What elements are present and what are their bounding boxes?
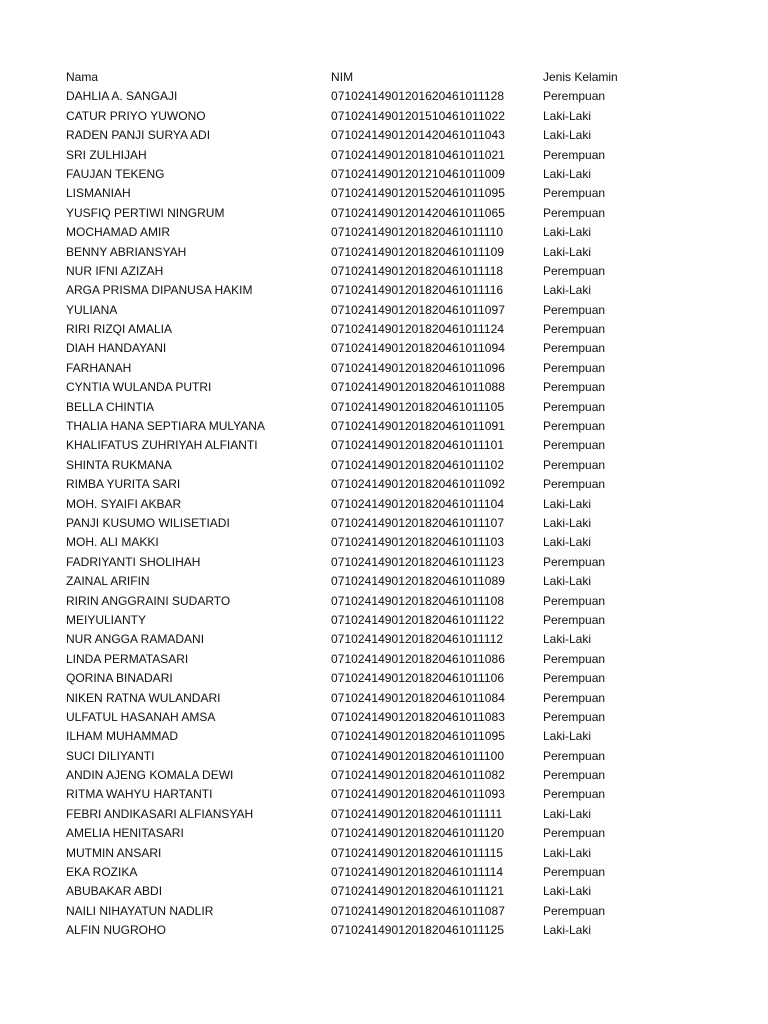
cell-nim: 07102414901201820461011089 — [331, 574, 505, 589]
cell-jenis-kelamin: Laki-Laki — [543, 496, 592, 511]
header-jenis-kelamin: Jenis Kelamin — [543, 70, 618, 84]
cell-nama: BENNY ABRIANSYAH — [66, 244, 187, 259]
cell-nim: 07102414901201820461011102 — [331, 457, 505, 472]
cell-jenis-kelamin: Perempuan — [543, 302, 606, 317]
table-row — [66, 824, 726, 843]
cell-nim: 07102414901201820461011109 — [331, 244, 505, 259]
cell-jenis-kelamin: Perempuan — [543, 360, 606, 375]
table-row — [66, 339, 726, 358]
cell-jenis-kelamin: Perempuan — [543, 690, 606, 705]
cell-nama: PANJI KUSUMO WILISETIADI — [66, 515, 230, 530]
cell-nim: 07102414901201820461011122 — [331, 612, 505, 627]
cell-nim: 07102414901201820461011125 — [331, 923, 505, 938]
cell-nim: 07102414901201820461011110 — [331, 225, 504, 240]
cell-jenis-kelamin: Perempuan — [543, 477, 606, 492]
table-row — [66, 747, 726, 766]
cell-nim: 07102414901201820461011124 — [331, 322, 505, 337]
cell-jenis-kelamin: Perempuan — [543, 554, 606, 569]
cell-nama: RIRIN ANGGRAINI SUDARTO — [66, 593, 231, 608]
cell-nama: NUR ANGGA RAMADANI — [66, 632, 205, 647]
table-row — [66, 378, 726, 397]
cell-nama: MEIYULIANTY — [66, 612, 147, 627]
cell-jenis-kelamin: Perempuan — [543, 147, 606, 162]
table-body — [66, 87, 726, 940]
cell-nama: ZAINAL ARIFIN — [66, 574, 150, 589]
cell-jenis-kelamin: Perempuan — [543, 709, 606, 724]
cell-nama: DIAH HANDAYANI — [66, 341, 167, 356]
table-row — [66, 262, 726, 281]
table-row — [66, 611, 726, 630]
cell-nim: 07102414901201820461011116 — [331, 283, 504, 298]
cell-nim: 07102414901201820461011112 — [331, 632, 504, 647]
table-row — [66, 921, 726, 940]
cell-nim: 07102414901201510461011022 — [331, 108, 505, 123]
cell-nama: YUSFIQ PERTIWI NINGRUM — [66, 205, 225, 220]
cell-jenis-kelamin: Perempuan — [543, 593, 606, 608]
table-row — [66, 398, 726, 417]
cell-jenis-kelamin: Perempuan — [543, 768, 606, 783]
cell-nim: 07102414901201820461011092 — [331, 477, 505, 492]
cell-jenis-kelamin: Perempuan — [543, 826, 606, 841]
cell-nim: 07102414901201820461011114 — [331, 865, 504, 880]
cell-nama: KHALIFATUS ZUHRIYAH ALFIANTI — [66, 438, 258, 453]
table-row — [66, 844, 726, 863]
table-row — [66, 126, 726, 145]
cell-nama: ULFATUL HASANAH AMSA — [66, 709, 216, 724]
cell-nim: 07102414901201820461011118 — [331, 263, 504, 278]
table-row — [66, 417, 726, 436]
cell-jenis-kelamin: Perempuan — [543, 438, 606, 453]
table-row — [66, 727, 726, 746]
table-row — [66, 533, 726, 552]
cell-nim: 07102414901201820461011121 — [331, 884, 505, 899]
cell-nim: 07102414901201820461011084 — [331, 690, 505, 705]
cell-nama: CYNTIA WULANDA PUTRI — [66, 380, 212, 395]
cell-nama: RIMBA YURITA SARI — [66, 477, 181, 492]
table-row — [66, 630, 726, 649]
cell-jenis-kelamin: Perempuan — [543, 865, 606, 880]
cell-nama: FADRIYANTI SHOLIHAH — [66, 554, 201, 569]
cell-nama: LINDA PERMATASARI — [66, 651, 189, 666]
cell-jenis-kelamin: Perempuan — [543, 457, 606, 472]
cell-nim: 07102414901201820461011086 — [331, 651, 505, 666]
cell-jenis-kelamin: Perempuan — [543, 671, 606, 686]
cell-nama: NAILI NIHAYATUN NADLIR — [66, 903, 214, 918]
cell-nim: 07102414901201820461011087 — [331, 903, 505, 918]
cell-nama: DAHLIA A. SANGAJI — [66, 89, 178, 104]
table-row — [66, 863, 726, 882]
cell-jenis-kelamin: Perempuan — [543, 419, 606, 434]
cell-nama: ARGA PRISMA DIPANUSA HAKIM — [66, 283, 253, 298]
cell-jenis-kelamin: Laki-Laki — [543, 244, 592, 259]
cell-jenis-kelamin: Laki-Laki — [543, 923, 592, 938]
table-row — [66, 708, 726, 727]
cell-jenis-kelamin: Perempuan — [543, 341, 606, 356]
cell-nim: 07102414901201820461011091 — [331, 419, 505, 434]
cell-nim: 07102414901201520461011095 — [331, 186, 505, 201]
table-row — [66, 87, 726, 106]
cell-jenis-kelamin: Perempuan — [543, 612, 606, 627]
table-row — [66, 785, 726, 804]
cell-nim: 07102414901201820461011094 — [331, 341, 505, 356]
cell-nim: 07102414901201820461011105 — [331, 399, 505, 414]
cell-nim: 07102414901201420461011065 — [331, 205, 505, 220]
cell-nama: SRI ZULHIJAH — [66, 147, 147, 162]
table-row — [66, 456, 726, 475]
table-row — [66, 475, 726, 494]
table-row — [66, 882, 726, 901]
table-row — [66, 204, 726, 223]
header-nim: NIM — [331, 70, 354, 84]
cell-nama: FAUJAN TEKENG — [66, 166, 165, 181]
cell-nim: 07102414901201820461011101 — [331, 438, 505, 453]
cell-jenis-kelamin: Perempuan — [543, 903, 606, 918]
table-header-row — [66, 68, 726, 87]
cell-nama: RIRI RIZQI AMALIA — [66, 322, 173, 337]
cell-jenis-kelamin: Laki-Laki — [543, 729, 592, 744]
cell-nama: ALFIN NUGROHO — [66, 923, 167, 938]
table-row — [66, 436, 726, 455]
cell-nama: MOCHAMAD AMIR — [66, 225, 171, 240]
table-row — [66, 223, 726, 242]
cell-nama: RITMA WAHYU HARTANTI — [66, 787, 213, 802]
table-row — [66, 301, 726, 320]
cell-nama: NIKEN RATNA WULANDARI — [66, 690, 221, 705]
cell-jenis-kelamin: Perempuan — [543, 263, 606, 278]
cell-nim: 07102414901201820461011103 — [331, 535, 505, 550]
table-row — [66, 902, 726, 921]
cell-nim: 07102414901201820461011093 — [331, 787, 505, 802]
cell-nama: MOH. ALI MAKKI — [66, 535, 159, 550]
cell-nim: 07102414901201820461011120 — [331, 826, 505, 841]
table-row — [66, 359, 726, 378]
cell-jenis-kelamin: Laki-Laki — [543, 884, 592, 899]
cell-nama: EKA ROZIKA — [66, 865, 138, 880]
cell-nama: MOH. SYAIFI AKBAR — [66, 496, 182, 511]
cell-nama: FEBRI ANDIKASARI ALFIANSYAH — [66, 806, 254, 821]
cell-nama: MUTMIN ANSARI — [66, 845, 162, 860]
table-row — [66, 165, 726, 184]
table-row — [66, 243, 726, 262]
cell-nim: 07102414901201820461011083 — [331, 709, 505, 724]
table-row — [66, 281, 726, 300]
cell-nim: 07102414901201820461011088 — [331, 380, 505, 395]
table-row — [66, 495, 726, 514]
cell-jenis-kelamin: Laki-Laki — [543, 535, 592, 550]
cell-jenis-kelamin: Laki-Laki — [543, 515, 592, 530]
cell-jenis-kelamin: Laki-Laki — [543, 108, 592, 123]
cell-nim: 07102414901201820461011108 — [331, 593, 505, 608]
cell-nama: SHINTA RUKMANA — [66, 457, 172, 472]
cell-nim: 07102414901201820461011111 — [331, 806, 503, 821]
cell-jenis-kelamin: Perempuan — [543, 89, 606, 104]
table-row — [66, 669, 726, 688]
cell-jenis-kelamin: Perempuan — [543, 205, 606, 220]
cell-jenis-kelamin: Laki-Laki — [543, 632, 592, 647]
cell-nim: 07102414901201820461011096 — [331, 360, 505, 375]
cell-nama: ILHAM MUHAMMAD — [66, 729, 179, 744]
cell-nama: FARHANAH — [66, 360, 132, 375]
table-row — [66, 650, 726, 669]
cell-nama: YULIANA — [66, 302, 118, 317]
cell-nim: 07102414901201820461011107 — [331, 515, 505, 530]
cell-jenis-kelamin: Perempuan — [543, 186, 606, 201]
cell-jenis-kelamin: Laki-Laki — [543, 128, 592, 143]
table-row — [66, 572, 726, 591]
cell-jenis-kelamin: Laki-Laki — [543, 574, 592, 589]
table-row — [66, 320, 726, 339]
header-nama: Nama — [66, 70, 99, 84]
cell-jenis-kelamin: Laki-Laki — [543, 845, 592, 860]
cell-jenis-kelamin: Perempuan — [543, 787, 606, 802]
table-row — [66, 107, 726, 126]
student-table — [66, 68, 726, 941]
cell-nama: BELLA CHINTIA — [66, 399, 155, 414]
cell-jenis-kelamin: Laki-Laki — [543, 806, 592, 821]
cell-nim: 07102414901201210461011009 — [331, 166, 505, 181]
cell-jenis-kelamin: Laki-Laki — [543, 225, 592, 240]
cell-nim: 07102414901201820461011104 — [331, 496, 505, 511]
cell-nama: AMELIA HENITASARI — [66, 826, 184, 841]
cell-nim: 07102414901201820461011106 — [331, 671, 505, 686]
cell-nim: 07102414901201820461011082 — [331, 768, 505, 783]
cell-jenis-kelamin: Perempuan — [543, 651, 606, 666]
cell-nim: 07102414901201420461011043 — [331, 128, 505, 143]
cell-nim: 07102414901201820461011097 — [331, 302, 505, 317]
cell-jenis-kelamin: Perempuan — [543, 399, 606, 414]
cell-nim: 07102414901201820461011095 — [331, 729, 505, 744]
cell-nama: THALIA HANA SEPTIARA MULYANA — [66, 419, 265, 434]
cell-jenis-kelamin: Perempuan — [543, 380, 606, 395]
cell-nama: NUR IFNI AZIZAH — [66, 263, 164, 278]
cell-nama: ANDIN AJENG KOMALA DEWI — [66, 768, 234, 783]
cell-nama: QORINA BINADARI — [66, 671, 173, 686]
table-row — [66, 805, 726, 824]
table-row — [66, 514, 726, 533]
table-row — [66, 766, 726, 785]
cell-jenis-kelamin: Perempuan — [543, 748, 606, 763]
cell-nim: 07102414901201620461011128 — [331, 89, 505, 104]
cell-nim: 07102414901201820461011115 — [331, 845, 504, 860]
table-row — [66, 146, 726, 165]
table-row — [66, 184, 726, 203]
cell-nim: 07102414901201810461011021 — [331, 147, 505, 162]
cell-nama: ABUBAKAR ABDI — [66, 884, 163, 899]
cell-nama: SUCI DILIYANTI — [66, 748, 155, 763]
cell-jenis-kelamin: Perempuan — [543, 322, 606, 337]
table-row — [66, 689, 726, 708]
table-row — [66, 592, 726, 611]
cell-nama: LISMANIAH — [66, 186, 131, 201]
cell-jenis-kelamin: Laki-Laki — [543, 166, 592, 181]
cell-jenis-kelamin: Laki-Laki — [543, 283, 592, 298]
cell-nama: CATUR PRIYO YUWONO — [66, 108, 206, 123]
cell-nim: 07102414901201820461011123 — [331, 554, 505, 569]
table-row — [66, 553, 726, 572]
cell-nama: RADEN PANJI SURYA ADI — [66, 128, 211, 143]
cell-nim: 07102414901201820461011100 — [331, 748, 505, 763]
